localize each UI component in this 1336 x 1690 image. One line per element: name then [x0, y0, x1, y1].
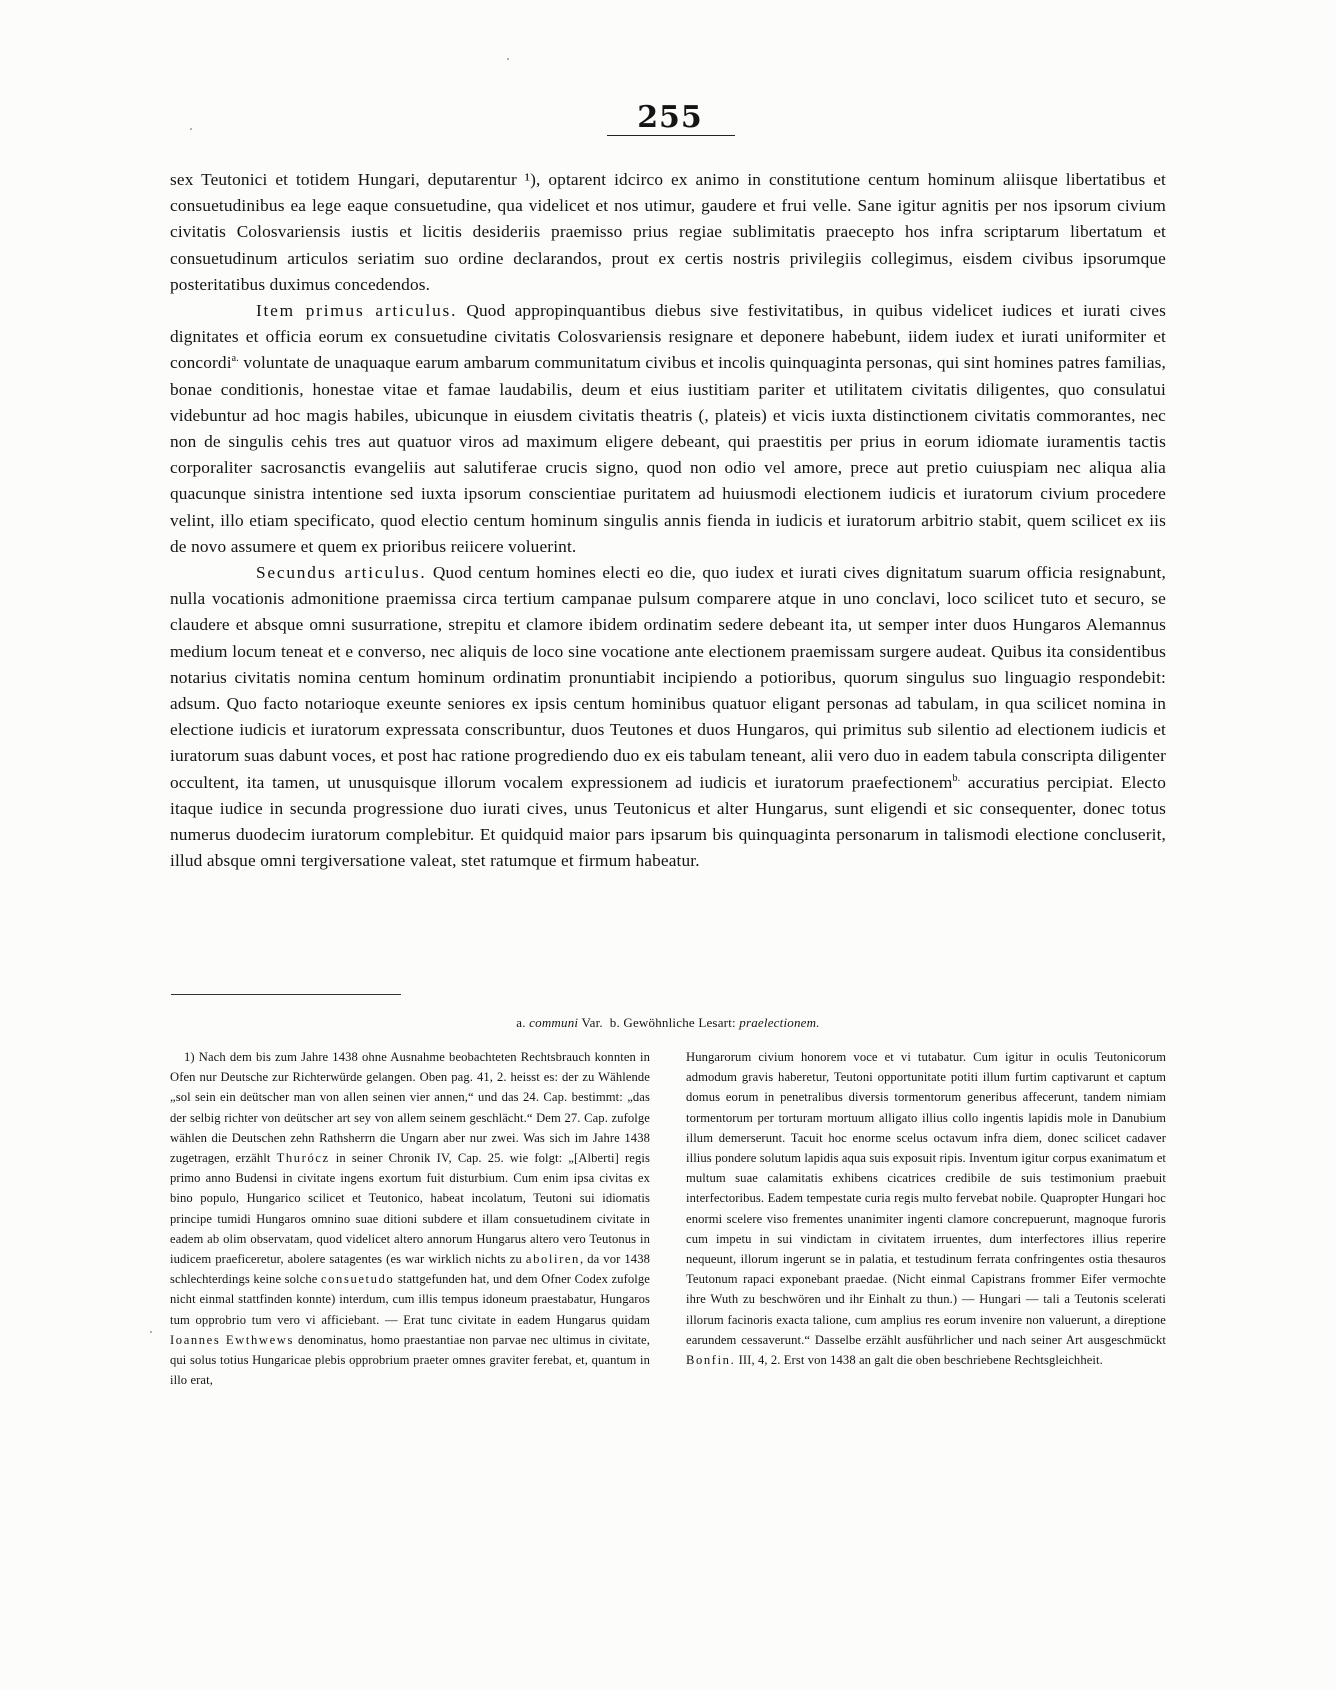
article-2-text-b: accuratius percipiat. Electo itaque iudice in secunda progressione duo iurati cives, unus Teutonicus et alter Hungarus, sunt eligendi et sic consequenter, donec totus numerus duodecim iuratorum complebitur. Et quidquid maior pars ipsarum bis quinquaginta personarum in talismodi electione concluserit, illud absque omni tergiversatione valeat, stet ratumque et firmum habeatur.: [170, 772, 1166, 871]
footnote-left-e: denominatus, homo praestantiae non parvae nec ultimus in civitate, qui solus totius Hungaricae plebis opprobrium praeter omnes graviter ferebat, et, quantum in illo erat,: [170, 1332, 650, 1388]
footnote-left-d: stattgefunden hat, und dem Ofner Codex zufolge nicht einmal stattfinden konnte) interdum, cum illis tempus idoneum praestabatur, Hungaros tum opprobrio tum vero vi afficiebant. — Erat tunc civitate in eadem Hungarus quidam: [170, 1272, 650, 1327]
main-text: [170, 167, 1166, 874]
variant-b-reading: praelectionem.: [739, 1015, 820, 1030]
variant-readings: [170, 1015, 1166, 1031]
paragraph-article-2: [170, 560, 1166, 874]
variant-b-label: b.: [609, 1015, 620, 1030]
article-2-heading: Secundus articulus.: [256, 563, 427, 583]
variant-marker-a: a.: [231, 353, 239, 365]
variant-a-text: communi: [529, 1015, 579, 1030]
footnote-right-b: III, 4, 2. Erst von 1438 an galt die oben beschriebene Rechtsgleichheit.: [735, 1353, 1103, 1368]
page-number-rule: [607, 135, 735, 136]
footnote-right-a: Hungarorum civium honorem voce et vi tutabatur. Cum igitur in oculis Teutonicorum admodum gravis haberetur, Teutoni opportunitate potiti illum furtim captivarunt et captum domus eorum in penetralibus diversis tormentorum generibus affecerunt, tandem nimiam tormentorum per torturam mortuum alligato illius collo ingentis lapidis mole in Danubium illum demerserunt. Tacuit hoc enorme scelus octavum infra diem, donec scilicet cadaver illius pondere solutum lapidis aqua suis exposuit ripis. Inventum igitur corpus exanimatum et multum suae calamitatis exhibens cicatrices credibile de suis testimonium praebuit interfectoribus. Eadem tempestate curia regis multo fervebat nobile. Quapropter Hungari hoc enormi scelere viso frementes unanimiter ingenti clamore concrepuerunt, magnoque furoris cum impetu in sui vindictam in civitatem irruentes, dum interfectores illius reperire nequeunt, illorum ingerunt se in palatia, et testudinum ferrata confringentes ostia thesauros Teutonum rapaci exponebant praedae. (Nicht einmal Capistrans frommer Eifer vermochte ihre Wuth zu beschwören und ihr Einhalt zu thun.) — Hungari — tali a Teutonis scelerati illorum facinoris exacta talione, cum amplius res eorum invenire non valuerunt, a direptione earundem cessaverunt.“ Dasselbe erzählt ausführlicher und nach seiner Art ausgeschmückt: [686, 1050, 1166, 1347]
page-number: 255: [637, 100, 703, 135]
footnote-name-bonfin: Bonfin.: [686, 1353, 736, 1368]
footnote-right-column: [686, 1047, 1166, 1370]
variant-a-label: a.: [516, 1015, 526, 1030]
footnote-left-b: in seiner Chronik IV, Cap. 25. wie folgt: „[Alberti] regis primo anno Budensi in civitate ingens exortum fuit disturbium. Cum enim ipsa civitas ex bino populo, Hungarico scilicet et Teutonico, habeat incolatum, Teutoni sui idiomatis principe tumidi Hungaros omnino suae ditioni subdere et illam consuetudinem civitate in eadem ab olim observatam, quod videlicet altero annorum Hungarus altero vero Teutonus in iudicem praeficeretur, abolere satagentes (es war wirklich nichts zu: [170, 1151, 650, 1267]
paragraph-1: sex Teutonici et totidem Hungari, deputarentur ¹), optarent idcirco ex animo in constitutione centum hominum aliisque libertatibus et consuetudinibus ea lege eaque consuetudine, qua videlicet et nos utimur, gaudere et frui velle. Sane igitur agnitis per nos ipsorum civium civitatis Colosvariensis iustis et licitis desideriis praemisso prius regiae sublimitatis praecepto hos infra scriptarum libertatum et consuetudinum articulos seriatim suo ordine declarandos, prout ex certis nostris privilegiis collegimus, eisdem civibus ipsorumque posteritatibus duximus concedendos.: [170, 170, 1166, 294]
variant-b-text: Gewöhnliche Lesart:: [623, 1015, 736, 1030]
variant-a-suffix: Var.: [578, 1015, 603, 1030]
footnote-name-ewthwews: Ioannes Ewthwews: [170, 1332, 294, 1347]
paragraph-article-1: [170, 298, 1166, 560]
footnote-left-c: , da vor 1438 schlechterdings keine solche: [170, 1252, 650, 1287]
scan-speck: [150, 1331, 152, 1333]
scan-speck: [507, 58, 509, 60]
article-1-text-b: voluntate de unaquaque earum ambarum communitatum civibus et incolis quinquaginta personas, qui sint homines patres familias, bonae conditionis, honestae vitae et famae laudabilis, deum et eius iustitiam pariter et utilitatem civitatis diligentes, quo consulatui videbuntur ad hoc magis habiles, ubicunque in eiusdem civitatis theatris (, plateis) et vicis iuxta distinctionem civitatis commorantes, nec non de singulis cehis tres aut quatuor viros ad maximum eligere debeant, qui praestitis per prius in eorum idiomate iuramentis tactis corporaliter sacrosanctis evangeliis aut salutiferae crucis signo, quod non odio vel amore, prece aut pretio cuiuspiam nec aliqua alia quacunque sinistra intentione sed iuxta ipsorum conscientiae puritatem ad huiusmodi electionem iudicis et iuratorum civium procedere velint, illo etiam specificato, quod electio centum hominum singulis annis fienda in iudicis et iuratorum arbitrio stabit, quem scilicet ex iis de novo assumere et quem ex prioribus reiicere voluerint.: [170, 353, 1166, 556]
footnote-left-column: [170, 1047, 650, 1390]
article-1-heading: Item primus articulus.: [256, 301, 458, 321]
footnote-separator: [171, 994, 401, 995]
article-1-text-a: Quod appropinquantibus diebus sive festivitatibus, in quibus videlicet iudices et iurati cives dignitates et officia eorum ex consuetudine civitatis Colosvariensis resignare et deponere habebunt, iidem iudex et iurati uniformiter et concordi: [170, 301, 1166, 373]
article-2-text-a: Quod centum homines electi eo die, quo iudex et iurati cives dignitatum suarum officia resignabunt, nulla vocationis admonitione praemissa circa tertium campanae pulsum comparere atque in uno conclavi, loco scilicet tuto et securo, se claudere et absque omni susurratione, strepitu et clamore ibidem ordinatim sedere debeant ita, ut semper inter duos Hungaros Alemannus medium locum teneat et e converso, nec aliquis de loco sine vocatione ante electionem praemissam surgere audeat. Quibus ita considentibus notarius civitatis nomina centum hominum ordinatim pronuntiabit incipiendo a potioribus, quorum singulus suo linguagio respondebit: adsum. Quo facto notarioque exeunte seniores ex ipsis centum hominibus quatuor eligant personas ad tabulam, in qua scilicet nomina in electione iudicis et iuratorum expressata conscribuntur, duos Teutones et duos Hungaros, qui primitus sub silentio ad electionem iudicis et iuratorum suas dabunt voces, et post hac ratione progrediendo duo ex eis tabulam teneant, alii vero duo in eadem tabula conscripta diligenter occultent, ita tamen, ut unusquisque illorum vocalem expressionem ad iudicis et iuratorum praefectionem: [170, 563, 1166, 792]
footnote-name-thurocz: Thurócz: [276, 1151, 330, 1166]
scan-speck: [190, 128, 192, 130]
footnote-left-a: 1) Nach dem bis zum Jahre 1438 ohne Ausnahme beobachteten Rechtsbrauch konnten in Ofen nur Deutsche zur Richterwürde gelangen. Oben pag. 41, 2. heisst es: der zu Wählende „sol sein ein deütscher man von allen seinen vier annen,“ und das 24. Cap. bestimmt: „das der selbig richter von deütscher art sey von allem seinem geschlächt.“ Dem 27. Cap. zufolge wählen die Deutschen zehn Rathsherrn die Ungarn aber nur zwei. Was sich im Jahre 1438 zugetragen, erzählt: [170, 1050, 650, 1166]
variant-marker-b: b.: [952, 772, 961, 784]
footnote-word-consuetudo: consuetudo: [320, 1272, 395, 1287]
footnote-word-aboliren: aboliren: [525, 1252, 580, 1267]
